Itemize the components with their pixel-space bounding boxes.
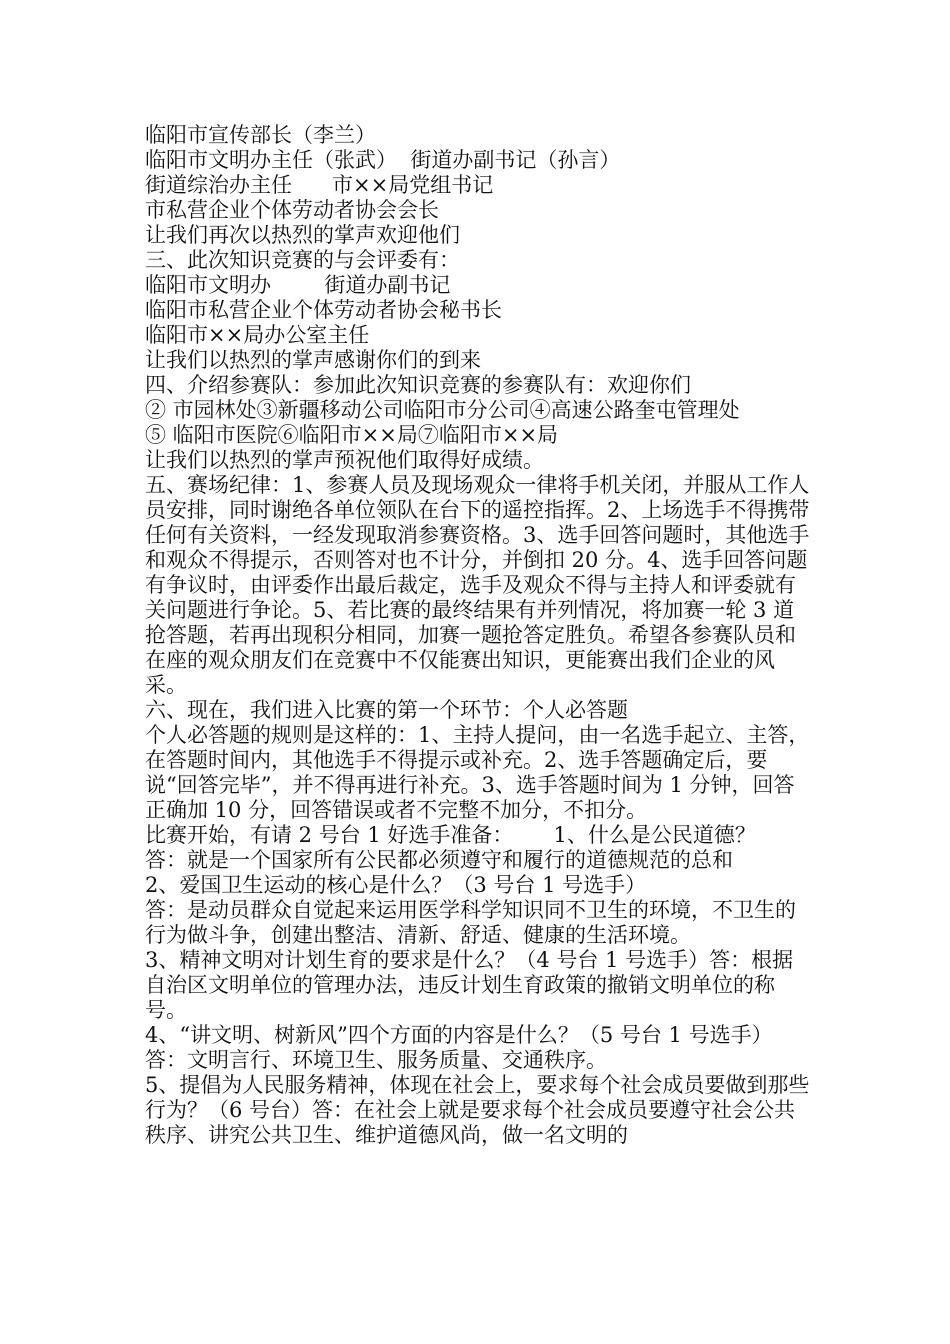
text-line-teams-1: ② 市园林处③新疆移动公司临阳市分公司④高速公路奎屯管理处 — [145, 398, 740, 422]
section-heading-round-one: 六、现在，我们进入比赛的第一个环节：个人必答题 — [145, 698, 628, 722]
section-heading-judges: 三、此次知识竞赛的与会评委有： — [145, 248, 460, 272]
text-line-thanks: 让我们以热烈的掌声感谢你们的到来 — [145, 348, 481, 372]
section-heading-teams: 四、介绍参赛队：参加此次知识竞赛的参赛队有：欢迎你们 — [145, 373, 691, 397]
answer-2: 答：是动员群众自觉起来运用医学科学知识同不卫生的环境，不卫生的行为做斗争，创建出整洁、清新、舒适、健康的生活环境。 — [145, 898, 796, 947]
question-answer-3: 3、精神文明对计划生育的要求是什么？（4 号台 1 号选手）答：根据自治区文明单位的管理办法，违反计划生育政策的撤销文明单位的称号。 — [145, 948, 794, 1022]
text-line-good-luck: 让我们以热烈的掌声预祝他们取得好成绩。 — [145, 448, 544, 472]
paragraph-discipline: 五、赛场纪律：1、参赛人员及现场观众一律将手机关闭，并服从工作人员安排，同时谢绝各单位领队在台下的遥控指挥。2、上场选手不得携带任何有关资料，一经发现取消参赛资格。3、选手回答问题时，其他选手和观众不得提示，否则答对也不计分，并倒扣 20 分。4、选手回答问题有争议时，由评委作出最后裁定，选手及观众不得与主持人和评委就有关问题进行争论。5、若比赛的最终结果有并列情况，将加赛一轮 3 道抢答题，若再出现积分相同，加赛一题抢答定胜负。希望各参赛队员和在座的观众朋友们在竞赛中不仅能赛出知识，更能赛出我们企业的风采。 — [145, 473, 810, 697]
document-body — [145, 123, 810, 1148]
text-line-judges-3: 临阳市××局办公室主任 — [145, 323, 370, 347]
text-line-welcome: 让我们再次以热烈的掌声欢迎他们 — [145, 223, 460, 247]
text-line-judges-2: 临阳市私营企业个体劳动者协会秘书长 — [145, 298, 502, 322]
text-line-judges-1: 临阳市文明办 街道办副书记 — [145, 273, 451, 297]
question-1: 比赛开始，有请 2 号台 1 好选手准备： 1、什么是公民道德？ — [145, 823, 756, 847]
text-line-officials-3: 街道综治办主任 市××局党组书记 — [145, 173, 494, 197]
question-2: 2、爱国卫生运动的核心是什么？（3 号台 1 号选手） — [145, 873, 647, 897]
text-line-officials-4: 市私营企业个体劳动者协会会长 — [145, 198, 439, 222]
paragraph-round-rules: 个人必答题的规则是这样的：1、主持人提问，由一名选手起立、主答，在答题时间内，其他选手不得提示或补充。2、选手答题确定后，要说“回答完毕”，并不得再进行补充。3、选手答题时间为 1 分钟，回答正确加 10 分，回答错误或者不完整不加分，不扣分。 — [145, 723, 810, 822]
question-4: 4、“讲文明、树新风”四个方面的内容是什么？（5 号台 1 号选手） — [145, 1023, 773, 1047]
answer-4: 答：文明言行、环境卫生、服务质量、交通秩序。 — [145, 1048, 607, 1072]
answer-1: 答：就是一个国家所有公民都必须遵守和履行的道德规范的总和 — [145, 848, 733, 872]
text-line-officials-1: 临阳市宣传部长（李兰） — [145, 123, 376, 147]
question-answer-5: 5、提倡为人民服务精神，体现在社会上，要求每个社会成员要做到那些行为？（6 号台）答：在社会上就是要求每个社会成员要遵守社会公共秩序、讲究公共卫生、维护道德风尚，做一名文明的 — [145, 1073, 810, 1147]
text-line-officials-2: 临阳市文明办主任（张武） 街道办副书记（孙言） — [145, 148, 621, 172]
text-line-teams-2: ⑤ 临阳市医院⑥临阳市××局⑦临阳市××局 — [145, 423, 559, 447]
